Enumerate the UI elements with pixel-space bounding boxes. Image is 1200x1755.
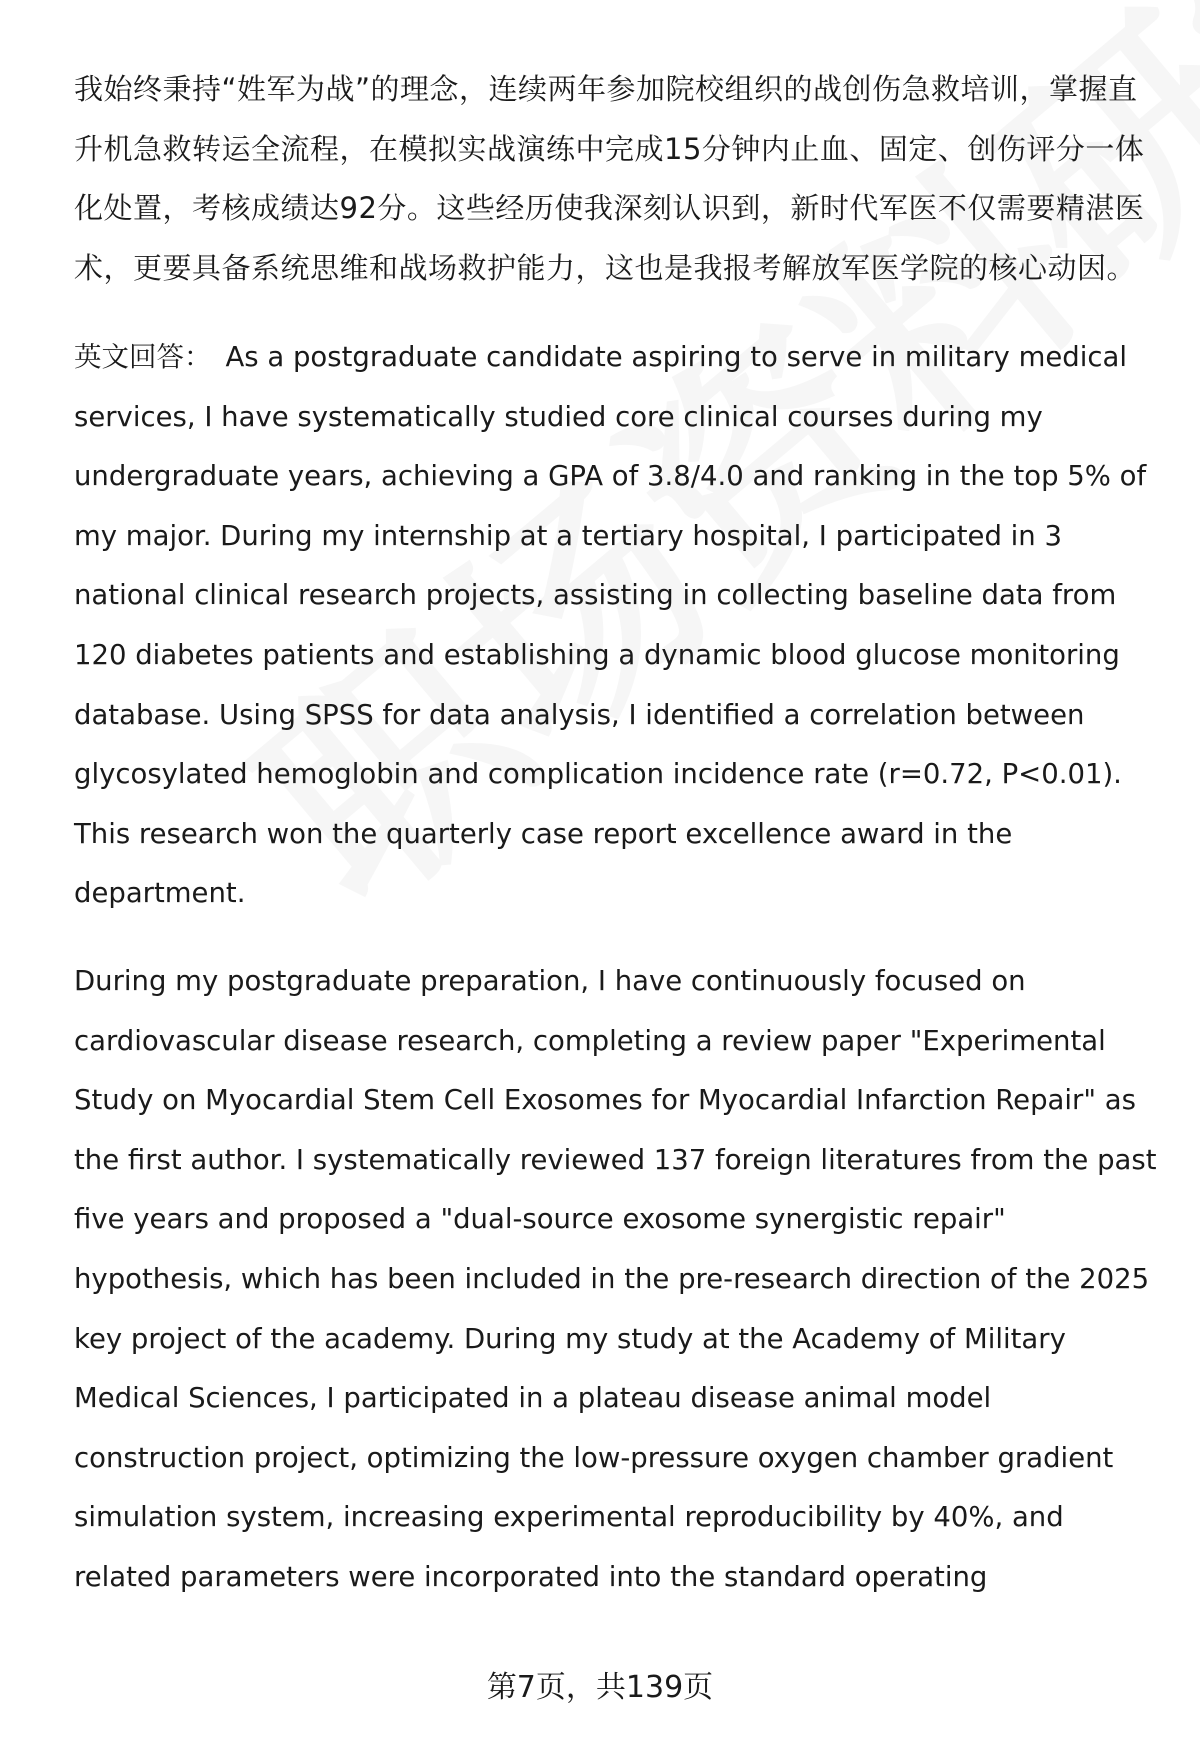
page-number: 第7页，共139页 <box>486 1670 714 1705</box>
paragraph-research: During my postgraduate preparation, I have continuously focused on cardiovascular disease research, completing a review paper "Experimental Study on Myocardial Stem Cell Exosomes for Myocardial Infarction Repair" as the first author. I systematically reviewed 137 foreign literatures from the past five years and proposed a "dual-source exosome synergistic repair" hypothesis, which has been included in the pre-research direction of the 2025 key project of the academy. During my study at the Academy of Military Medical Sciences, I participated in a plateau disease animal model construction project, optimizing the low-pressure oxygen chamber gradient simulation system, increasing experimental reproducibility by 40%, and related parameters were incorporated into the standard operating <box>74 964 1157 1593</box>
document-body <box>74 60 1164 1635</box>
paragraph-chinese: 我始终秉持“姓军为战”的理念，连续两年参加院校组织的战创伤急救培训，掌握直升机急救转运全流程，在模拟实战演练中完成15分钟内止血、固定、创伤评分一体化处置，考核成绩达92分。这些经历使我深刻认识到，新时代军医不仅需要精湛医术，更要具备系统思维和战场救护能力，这也是我报考解放军医学院的核心动因。 <box>74 72 1145 285</box>
english-answer-label: 英文回答： <box>74 341 212 373</box>
english-answer-text: As a postgraduate candidate aspiring to serve in military medical services, I have systematically studied core clinical courses during my undergraduate years, achieving a GPA of 3.8/4.0 and ranking in the top 5% of my major. During my internship at a tertiary hospital, I participated in 3 national clinical research projects, assisting in collecting baseline data from 120 diabetes patients and establishing a dynamic blood glucose monitoring database. Using SPSS for data analysis, I identified a correlation between glycosylated hemoglobin and complication incidence rate (r=0.72, P<0.01). This research won the quarterly case report excellence award in the department. <box>74 341 1147 910</box>
paragraph-english-answer <box>74 328 1164 924</box>
